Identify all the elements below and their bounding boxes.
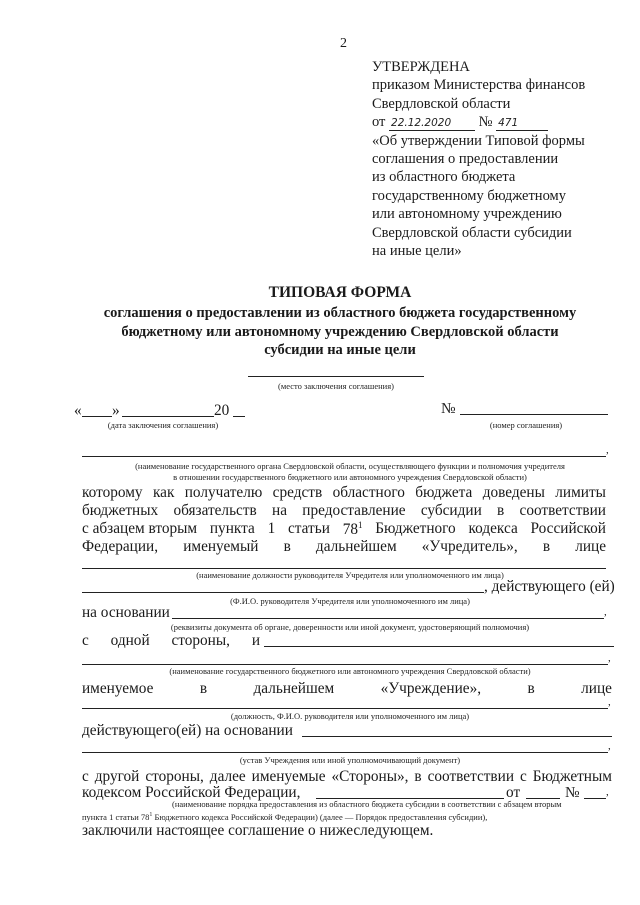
head-position-caption: (наименование должности руководителя Учредителя или уполномоченного им лица) <box>196 570 504 580</box>
comma: , <box>606 786 609 798</box>
phrase: с абзацем вторым <box>82 520 198 537</box>
article-sup: 1 <box>357 520 363 530</box>
form-title: ТИПОВАЯ ФОРМА <box>268 284 412 301</box>
ot-label: от <box>506 784 521 801</box>
word: «Стороны», <box>331 768 409 785</box>
caption-article: пункта 1 статьи 78 <box>82 811 150 822</box>
inst-head-field[interactable] <box>82 708 608 709</box>
named-line <box>82 680 612 698</box>
institution-caption: (наименование государственного бюджетного или автономного учреждения Свердловской области) <box>169 666 531 676</box>
word: в <box>199 680 208 697</box>
word: Бюджетного <box>375 520 456 537</box>
comma: , <box>606 444 609 456</box>
word: субсидии <box>420 502 482 519</box>
word: с <box>519 768 527 785</box>
agreement-number-sign: № <box>441 400 456 417</box>
day-field[interactable] <box>82 416 112 417</box>
approval-line: Свердловской области субсидии <box>372 224 572 241</box>
word: в <box>283 538 291 555</box>
para-line-1 <box>82 484 606 502</box>
word: пункта <box>209 520 255 537</box>
approval-line: государственному бюджетному <box>372 187 566 204</box>
caption-rest: Бюджетного кодекса Российской Федерации) (далее — Порядок предоставления субсидии), <box>154 811 488 822</box>
page-number: 2 <box>340 36 347 51</box>
code-line: кодексом Российской Федерации, <box>82 784 301 801</box>
word: далее <box>209 768 246 785</box>
year-prefix: 20 <box>214 402 230 419</box>
word: Российской <box>530 520 606 537</box>
comma: , <box>608 740 611 752</box>
acting-basis-field[interactable] <box>302 736 612 737</box>
word: Бюджетным <box>532 768 612 785</box>
approval-date-line <box>372 113 622 131</box>
word: дальнейшем <box>315 538 397 555</box>
approval-block <box>372 58 622 260</box>
on-basis-label: на основании <box>82 604 170 621</box>
comma: , <box>604 606 607 618</box>
word: именуемый <box>183 538 259 555</box>
word: другой <box>94 768 140 785</box>
para-line-2 <box>82 502 606 520</box>
procedure-number-field[interactable] <box>584 798 606 799</box>
word: в <box>527 680 535 697</box>
word: бюджета <box>415 484 473 501</box>
organ-caption-1: (наименование государственного органа Свердловской области, осуществляющего функции и полномочия учредителя <box>135 461 565 471</box>
approval-heading: УТВЕРЖДЕНА <box>372 59 470 75</box>
word: с <box>82 768 89 785</box>
subtitle-line: бюджетному или автономному учреждению Свердловской области <box>121 323 559 340</box>
word: стороны, <box>145 768 204 785</box>
word: предоставление <box>302 502 406 519</box>
date-caption: (дата заключения соглашения) <box>107 420 219 430</box>
word: получателю <box>184 484 263 501</box>
acting-text: , действующего (ей) <box>484 578 615 595</box>
number-label: № <box>478 114 493 131</box>
word: с <box>82 632 89 649</box>
approval-line: из областного бюджета <box>372 169 516 186</box>
word: и <box>251 632 260 649</box>
approval-line: на иные цели» <box>372 243 462 260</box>
word: лице <box>575 538 606 555</box>
year-field[interactable] <box>233 416 245 417</box>
agreement-number-caption: (номер соглашения) <box>489 420 563 430</box>
word: лице <box>581 680 612 697</box>
word: областного <box>332 484 405 501</box>
word: Федерации, <box>82 538 159 555</box>
word: дальнейшем <box>253 680 335 697</box>
word: на <box>272 502 287 519</box>
word: обязательств <box>173 502 257 519</box>
organ-caption-2: в отношении государственного бюджетного или автономного учреждения Свердловской области) <box>173 472 527 482</box>
handwritten-number: 471 <box>496 117 548 131</box>
handwritten-date: 22.12.2020 <box>389 117 475 131</box>
charter-caption: (устав Учреждения или иной уполномочивающий документ) <box>239 755 461 765</box>
word: кодекса <box>468 520 518 537</box>
word: которому <box>82 484 143 501</box>
place-caption: (место заключения соглашения) <box>278 381 394 391</box>
word: в <box>542 538 551 555</box>
word: стороны, <box>171 632 230 649</box>
institution-field-2[interactable] <box>82 664 608 665</box>
comma: , <box>608 652 611 664</box>
date-close-quote: » <box>112 402 120 419</box>
word: средств <box>272 484 323 501</box>
approval-line: соглашения о предоставлении <box>372 151 559 168</box>
approval-line: приказом Министерства финансов <box>372 77 586 94</box>
caption-sup: 1 <box>149 812 153 818</box>
word: в <box>497 502 505 519</box>
word: как <box>152 484 175 501</box>
one-side-line <box>82 632 260 650</box>
institution-field-1[interactable] <box>264 646 614 647</box>
word: доведены <box>482 484 545 501</box>
from-label: от <box>372 114 386 131</box>
approval-line: Свердловской области <box>372 95 511 112</box>
word: «Учредитель», <box>421 538 518 555</box>
head-position-field[interactable] <box>82 568 606 569</box>
head-fio-field[interactable] <box>82 592 484 593</box>
word: 1 <box>267 520 276 537</box>
founder-organ-field[interactable] <box>82 456 606 457</box>
doc-details-caption: (реквизиты документа об органе, доверенности или иной документ, удостоверяющий полномочия) <box>170 622 530 632</box>
subtitle-line: соглашения о предоставлении из областного бюджета государственному <box>103 305 577 321</box>
word: статьи <box>288 520 330 537</box>
word: соответствии <box>427 768 515 785</box>
article-number <box>343 520 363 539</box>
procedure-caption-1: (наименование порядка предоставления из областного бюджета субсидии в соответствии с абзацем вторым <box>172 799 562 809</box>
form-subtitle <box>60 304 620 360</box>
word: соответствии <box>519 502 606 519</box>
word: «Учреждение», <box>380 680 482 697</box>
place-field[interactable] <box>248 376 424 377</box>
word: именуемые <box>251 768 326 785</box>
word: в <box>414 768 422 785</box>
approval-line: «Об утверждении Типовой формы <box>372 132 585 149</box>
approval-line: или автономному учреждению <box>372 206 562 223</box>
concluded-line: заключили настоящее соглашение о нижеследующем. <box>82 822 434 839</box>
para-line-3 <box>82 520 606 539</box>
word: лимиты <box>555 484 606 501</box>
acting-basis-label: действующего(ей) на основании <box>82 722 293 739</box>
article-num: 78 <box>342 521 358 539</box>
comma: , <box>608 696 611 708</box>
inst-head-caption: (должность, Ф.И.О. руководителя или уполномоченного им лица) <box>230 711 470 721</box>
on-basis-field[interactable] <box>172 618 604 619</box>
procedure-number-sign: № <box>565 784 580 801</box>
procedure-caption-2 <box>82 810 487 823</box>
head-fio-caption: (Ф.И.О. руководителя Учредителя или уполномоченного им лица) <box>230 596 470 606</box>
word: бюджетных <box>82 502 159 519</box>
word: именуемое <box>82 680 154 697</box>
date-open-quote: « <box>74 402 82 419</box>
month-field[interactable] <box>122 416 214 417</box>
para-line-4 <box>82 538 606 556</box>
subtitle-line: субсидии на иные цели <box>264 342 416 358</box>
agreement-number-field[interactable] <box>460 414 608 415</box>
charter-field[interactable] <box>82 752 608 753</box>
word: одной <box>110 632 150 649</box>
